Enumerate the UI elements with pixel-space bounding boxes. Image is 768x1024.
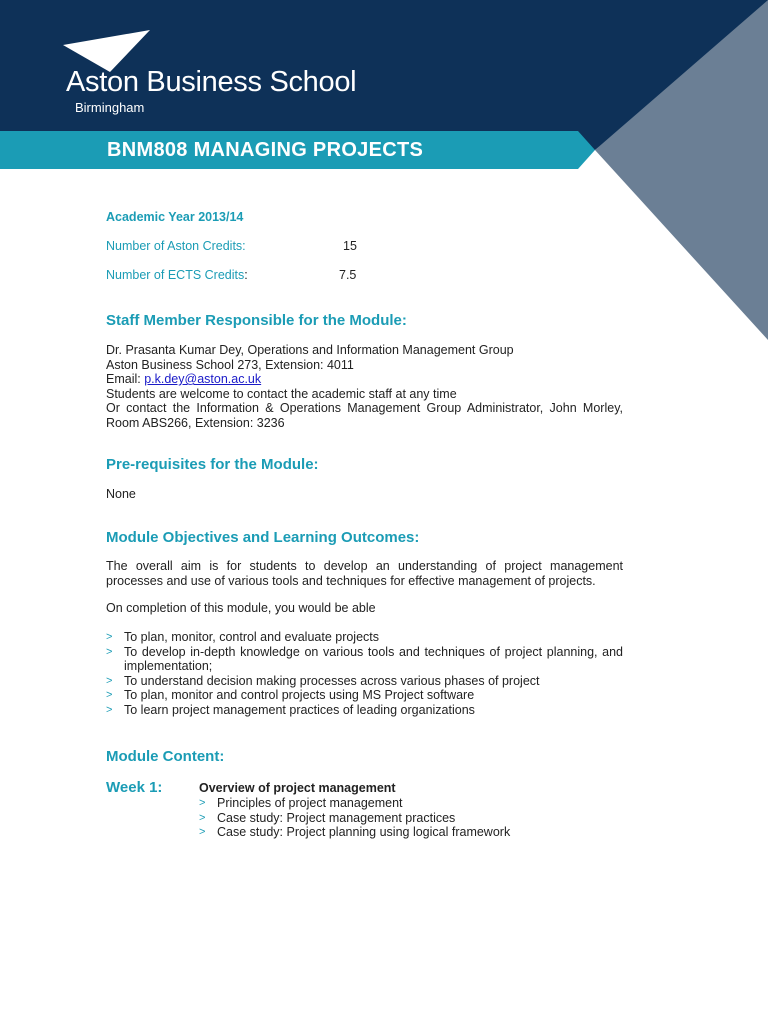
bullet-arrow-icon: > xyxy=(106,703,113,716)
bullet-arrow-icon: > xyxy=(106,689,113,701)
prereq-heading: Pre-requisites for the Module: xyxy=(106,456,319,473)
staff-details xyxy=(106,343,623,430)
module-title: BNM808 MANAGING PROJECTS xyxy=(107,139,424,161)
week-label: Week 1: xyxy=(106,779,163,796)
list-item: > To plan, monitor, control and evaluate projects xyxy=(106,630,380,644)
list-item: > Principles of project management xyxy=(199,796,403,810)
list-item: > To develop in-depth knowledge on various tools and techniques of project planning, and implementation; xyxy=(106,644,623,673)
objectives-list xyxy=(106,630,623,717)
list-item: > To learn project management practices of leading organizations xyxy=(106,702,475,717)
ects-credits-label: Number of ECTS Credits xyxy=(106,268,245,282)
staff-heading: Staff Member Responsible for the Module: xyxy=(106,312,407,329)
staff-administrator-line: Or contact the Information & Operations Management Group Administrator, John Morley, Room ABS266, Extension: 3236 xyxy=(106,401,623,430)
school-location: Birmingham xyxy=(75,100,145,115)
academic-year: Academic Year 2013/14 xyxy=(106,210,244,224)
bullet-arrow-icon: > xyxy=(199,797,206,809)
list-item: > To plan, monitor and control projects using MS Project software xyxy=(106,688,475,702)
aston-credits-value: 15 xyxy=(343,239,357,253)
header-banner xyxy=(0,0,768,360)
aston-credits-label: Number of Aston Credits: xyxy=(106,239,246,253)
list-item: > To understand decision making processes across various phases of project xyxy=(106,673,540,688)
objectives-aim: The overall aim is for students to develop an understanding of project management processes and use of various tools and techniques for effective management of projects. xyxy=(106,559,623,588)
week-title: Overview of project management xyxy=(199,781,396,795)
list-item: > Case study: Project management practices xyxy=(199,810,456,825)
bullet-arrow-icon: > xyxy=(106,645,113,658)
ects-credits-value: 7.5 xyxy=(339,268,357,282)
week-topics-list xyxy=(199,796,619,840)
objectives-intro: On completion of this module, you would be able xyxy=(106,601,376,615)
bullet-arrow-icon: > xyxy=(199,826,206,838)
email-link[interactable]: p.k.dey@aston.ac.uk xyxy=(144,372,262,386)
bullet-arrow-icon: > xyxy=(106,674,113,687)
staff-office-line: Aston Business School 273, Extension: 4011 xyxy=(106,357,354,372)
ects-credits-row xyxy=(106,268,248,282)
objectives-heading: Module Objectives and Learning Outcomes: xyxy=(106,529,420,546)
content-heading: Module Content: xyxy=(106,748,225,765)
staff-name-line: Dr. Prasanta Kumar Dey, Operations and Information Management Group xyxy=(106,343,514,357)
prereq-text: None xyxy=(106,487,136,501)
list-item: > Case study: Project planning using logical framework xyxy=(199,825,511,839)
staff-email-line xyxy=(106,372,623,387)
bullet-arrow-icon: > xyxy=(106,631,113,643)
ects-colon: : xyxy=(244,268,248,282)
email-label: Email: xyxy=(106,372,145,386)
bullet-arrow-icon: > xyxy=(199,811,206,824)
school-name: Aston Business School xyxy=(66,66,357,98)
staff-contact-note: Students are welcome to contact the academic staff at any time xyxy=(106,386,457,401)
